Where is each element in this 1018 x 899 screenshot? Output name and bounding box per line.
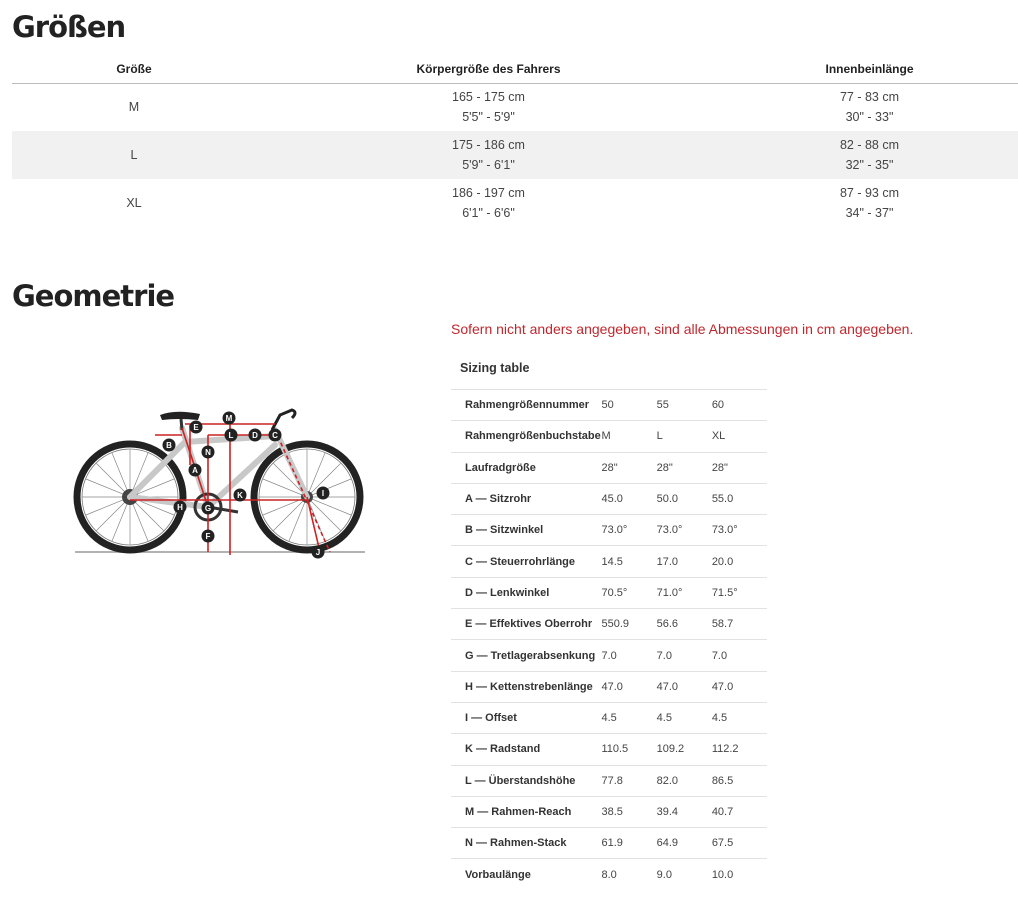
geometry-value: 110.5 <box>601 743 629 756</box>
height-cm: 175 - 186 cm <box>452 138 525 152</box>
geometry-row <box>451 671 767 702</box>
marker-B-label: B <box>166 441 172 450</box>
geometry-label: I — Offset <box>465 712 517 725</box>
marker-E <box>190 421 203 434</box>
sizes-heading: Größen <box>12 10 126 44</box>
geometry-row <box>451 452 767 483</box>
geometry-value: 28" <box>601 461 618 474</box>
sizes-table <box>12 55 1018 227</box>
sizing-table-caption: Sizing table <box>460 361 530 375</box>
marker-C <box>269 429 282 442</box>
geometry-value: 47.0 <box>601 680 623 693</box>
geometry-value: 20.0 <box>711 555 734 568</box>
marker-N-label: N <box>205 448 211 457</box>
geometry-value: 112.2 <box>711 743 739 756</box>
sizes-row <box>12 131 1018 179</box>
marker-L-label: L <box>228 431 234 440</box>
geometry-label: A — Sitzrohr <box>465 493 532 506</box>
geometry-value: 28" <box>711 461 728 474</box>
inseam-cell <box>721 179 1018 227</box>
size-cell: L <box>12 131 256 179</box>
geometry-value: 73.0° <box>711 524 738 537</box>
geometry-label: Rahmengrößenbuchstabe <box>465 430 601 443</box>
units-note: Sofern nicht anders angegeben, sind alle Abmessungen in cm angegeben. <box>451 321 914 337</box>
height-cm: 186 - 197 cm <box>452 186 525 200</box>
geometry-value: 60 <box>711 399 725 412</box>
geometry-row <box>451 702 767 733</box>
marker-J <box>312 546 325 559</box>
geometry-value: 8.0 <box>601 868 617 881</box>
geometry-value: XL <box>711 430 726 443</box>
marker-M <box>223 412 236 425</box>
marker-J-label: J <box>315 548 321 557</box>
geometry-value: 55 <box>656 399 669 412</box>
marker-N <box>202 446 215 459</box>
marker-F <box>202 530 215 543</box>
geometry-label: M — Rahmen-Reach <box>465 806 572 818</box>
marker-K-label: K <box>237 491 243 500</box>
geometry-row <box>451 828 767 859</box>
geometry-row <box>451 483 767 514</box>
geometry-label: G — Tretlagerabsenkung <box>465 649 596 662</box>
geometry-value: 4.5 <box>711 712 728 725</box>
inseam-cell <box>721 83 1018 131</box>
geometry-value: 40.7 <box>711 806 734 818</box>
geometry-value: 82.0 <box>656 774 679 787</box>
marker-I-label: I <box>321 489 325 498</box>
marker-M-label: M <box>225 414 233 423</box>
geometry-value: 7.0 <box>656 649 672 662</box>
marker-H-label: H <box>177 503 183 512</box>
geometry-value: 73.0° <box>656 524 683 537</box>
geometry-value: 50 <box>601 399 614 412</box>
geometry-value: 64.9 <box>656 837 679 850</box>
sizes-header-row <box>12 55 1018 83</box>
geometry-label: Rahmengrößennummer <box>465 399 590 412</box>
geometry-value: 73.0° <box>601 524 628 537</box>
marker-D <box>249 429 262 442</box>
marker-G <box>202 502 215 515</box>
geometry-value: 4.5 <box>656 712 672 725</box>
marker-C-label: C <box>272 431 278 440</box>
height-cell <box>256 179 721 227</box>
header-inseam: Innenbeinlänge <box>721 55 1018 83</box>
height-in: 5'5" - 5'9" <box>462 110 515 125</box>
geometry-label: Vorbaulänge <box>465 868 531 881</box>
geometry-value: 86.5 <box>711 774 734 787</box>
inseam-cell <box>721 131 1018 179</box>
geometry-row <box>451 859 767 890</box>
geometry-value: 28" <box>656 461 673 474</box>
marker-H <box>174 501 187 514</box>
geometry-value: M <box>601 430 611 443</box>
handlebar <box>272 410 295 430</box>
geometry-row <box>451 390 767 421</box>
geometry-value: 550.9 <box>601 618 629 631</box>
geometry-label: C — Steuerrohrlänge <box>465 555 576 568</box>
geometry-value: 55.0 <box>711 493 734 506</box>
size-cell: M <box>128 100 140 115</box>
geometry-value: 10.0 <box>711 868 734 881</box>
geometry-value: 9.0 <box>656 868 672 881</box>
geometry-value: 71.0° <box>656 586 683 599</box>
geometry-row <box>451 546 767 577</box>
geometry-row <box>451 577 767 608</box>
marker-E-label: E <box>193 423 199 432</box>
geometry-label: B — Sitzwinkel <box>465 524 544 537</box>
geometry-row <box>451 796 767 827</box>
geometry-value: 50.0 <box>656 493 679 506</box>
geometry-value: 45.0 <box>601 493 623 506</box>
header-rider-height: Körpergröße des Fahrers <box>256 55 721 83</box>
geometry-label: L — Überstandshöhe <box>465 774 576 787</box>
geometry-value: 4.5 <box>601 712 617 725</box>
geometry-value: 17.0 <box>656 555 679 568</box>
marker-K <box>234 489 247 502</box>
geometry-value: 71.5° <box>711 586 738 599</box>
geometry-value: 109.2 <box>656 743 685 756</box>
height-in: 6'1" - 6'6" <box>462 206 515 220</box>
geometry-row <box>451 609 767 640</box>
inseam-in: 30" - 33" <box>845 110 894 125</box>
bike-frame <box>130 428 307 507</box>
height-cell <box>256 131 721 179</box>
geometry-row <box>451 765 767 796</box>
geometry-value: 77.8 <box>601 774 623 787</box>
marker-F-label: F <box>205 532 211 541</box>
geometry-value: 14.5 <box>601 555 623 568</box>
geometry-value: 58.7 <box>711 618 734 631</box>
marker-A <box>189 464 202 477</box>
geometry-value: 47.0 <box>711 680 734 693</box>
sizes-row <box>12 179 1018 227</box>
geometry-label: D — Lenkwinkel <box>465 586 550 599</box>
geometry-label: K — Radstand <box>465 743 541 756</box>
size-cell: XL <box>126 196 142 210</box>
geometry-value: 70.5° <box>601 586 628 599</box>
geometry-value: 7.0 <box>601 649 617 662</box>
geometry-row <box>451 640 767 671</box>
header-size: Größe <box>12 55 256 83</box>
geometry-heading: Geometrie <box>12 279 175 313</box>
marker-D-label: D <box>252 431 258 440</box>
geometry-row <box>451 421 767 452</box>
geometry-value: 61.9 <box>601 837 623 850</box>
geometry-value: 47.0 <box>656 680 679 693</box>
geometry-value: 56.6 <box>656 618 679 631</box>
geometry-table <box>451 389 767 890</box>
saddle <box>160 412 200 420</box>
inseam-cm: 77 - 83 cm <box>839 90 900 105</box>
geometry-value: 38.5 <box>601 806 623 818</box>
marker-B <box>163 439 176 452</box>
marker-A-label: A <box>192 466 198 475</box>
inseam-cm: 87 - 93 cm <box>839 186 900 200</box>
geometry-label: N — Rahmen-Stack <box>465 837 567 850</box>
sizes-row <box>12 83 1018 131</box>
geometry-label: H — Kettenstrebenlänge <box>465 680 593 693</box>
bike-geometry-diagram <box>70 390 380 565</box>
marker-G-label: G <box>204 504 212 513</box>
height-cell <box>256 83 721 131</box>
geometry-value: 7.0 <box>711 649 728 662</box>
geometry-label: E — Effektives Oberrohr <box>465 618 593 631</box>
geometry-value: 39.4 <box>656 806 679 818</box>
height-in: 5'9" - 6'1" <box>462 158 515 172</box>
inseam-in: 32" - 35" <box>845 158 894 172</box>
height-cm: 165 - 175 cm <box>452 90 525 105</box>
inseam-cm: 82 - 88 cm <box>839 138 900 152</box>
marker-I <box>317 487 330 500</box>
geometry-row <box>451 734 767 765</box>
geometry-label: Laufradgröße <box>465 461 536 474</box>
geometry-value: L <box>656 430 663 443</box>
inseam-in: 34" - 37" <box>845 206 894 220</box>
marker-L <box>225 429 238 442</box>
geometry-value: 67.5 <box>711 837 734 850</box>
geometry-row <box>451 515 767 546</box>
